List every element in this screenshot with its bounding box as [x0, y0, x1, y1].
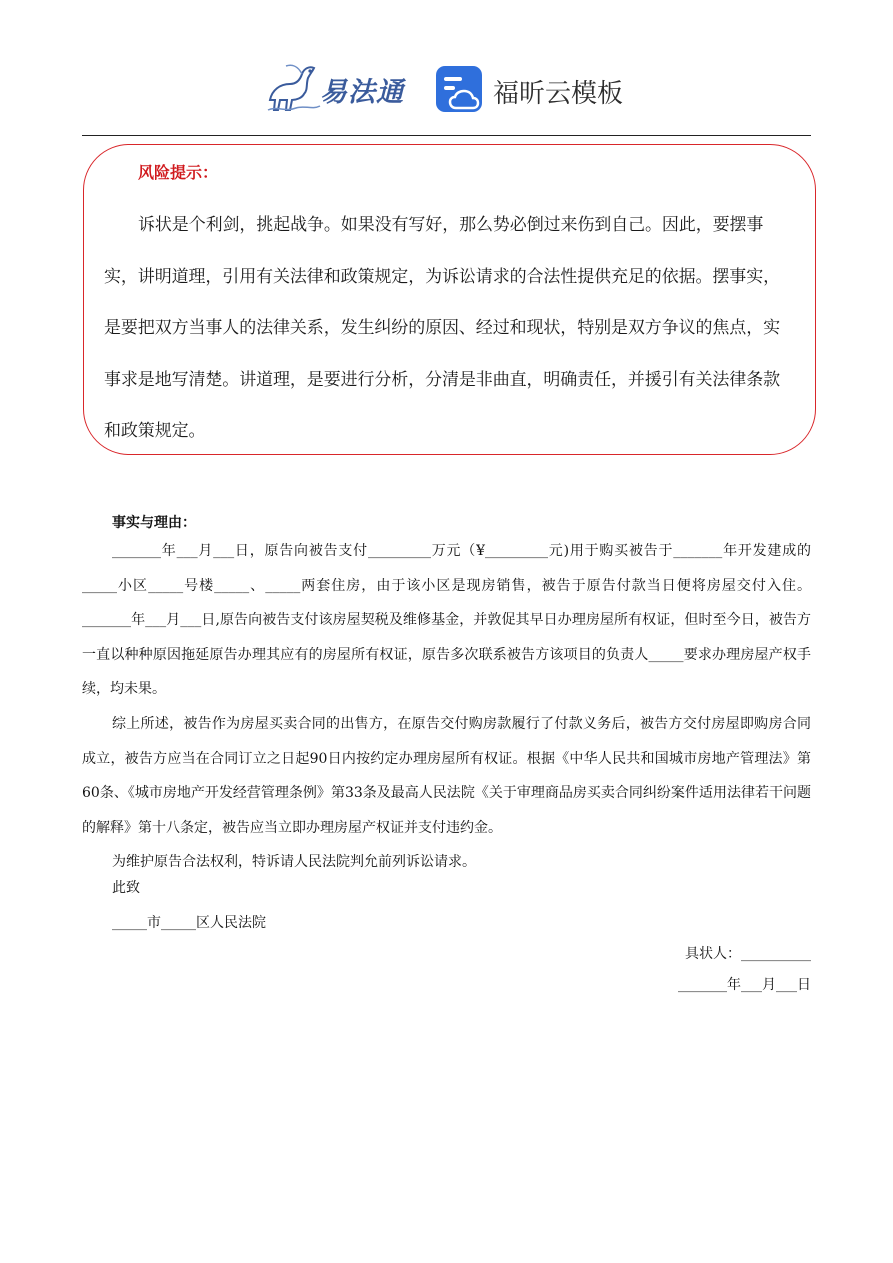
request-paragraph: 为维护原告合法权利，特诉请人民法院判允前列诉讼请求。 — [112, 854, 476, 870]
cloud-template-icon — [436, 64, 486, 114]
signature-date: _______年___月___日 — [678, 977, 811, 993]
facts-and-reasons-heading: 事实与理由： — [112, 515, 196, 531]
plaintiff-signature: 具状人：__________ — [685, 946, 811, 962]
facts-paragraph: _______年___月___日，原告向被告支付_________万元（¥_________元)用于购买被告于_______年开发建成的_____小区_____号楼_____、_____两套住房，由于该小区是现房销售，被告于原告付款当日便将房屋交付入住。_______年___月___日,原告向被告支付该房屋契税及维修基金，并敦促其早日办理房屋所有权证，但时至今日，被告方一直以种种原因拖延原告办理其应有的房屋所有权证，原告多次联系被告方该项目的负责人_____要求办理房屋产权手续，均未果。 — [82, 543, 811, 697]
header — [0, 58, 893, 122]
yifatong-brand-text: 易法通 — [320, 77, 404, 108]
qilin-icon — [262, 60, 322, 116]
fuxin-logo — [436, 64, 636, 116]
court-name: _____市_____区人民法院 — [112, 915, 266, 931]
risk-notice-body: 诉状是个利剑，挑起战争。如果没有写好，那么势必倒过来伤到自己。因此，要摆事实，讲明道理，引用有关法律和政策规定，为诉讼请求的合法性提供充足的依据。摆事实，是要把双方当事人的法律关系，发生纠纷的原因、经过和现状，特别是双方争议的焦点，实事求是地写清楚。讲道理，是要进行分析，分清是非曲直，明确责任，并援引有关法律条款和政策规定。 — [104, 215, 780, 441]
fuxin-brand-text: 福昕云模板 — [493, 79, 624, 109]
closing-salutation: 此致 — [112, 880, 140, 896]
risk-notice-title: 风险提示： — [138, 163, 219, 182]
legal-basis-paragraph: 综上所述，被告作为房屋买卖合同的出售方，在原告交付购房款履行了付款义务后，被告方交付房屋即购房合同成立，被告方应当在合同订立之日起90日内按约定办理房屋所有权证。根据《中华人民共和国城市房地产管理法》第60条、《城市房地产开发经营管理条例》第33条及最高人民法院《关于审理商品房买卖合同纠纷案件适用法律若干问题的解释》第十八条定，被告应当立即办理房屋产权证并支付违约金。 — [82, 716, 811, 836]
header-divider — [82, 135, 811, 136]
yifatong-logo — [262, 60, 414, 116]
